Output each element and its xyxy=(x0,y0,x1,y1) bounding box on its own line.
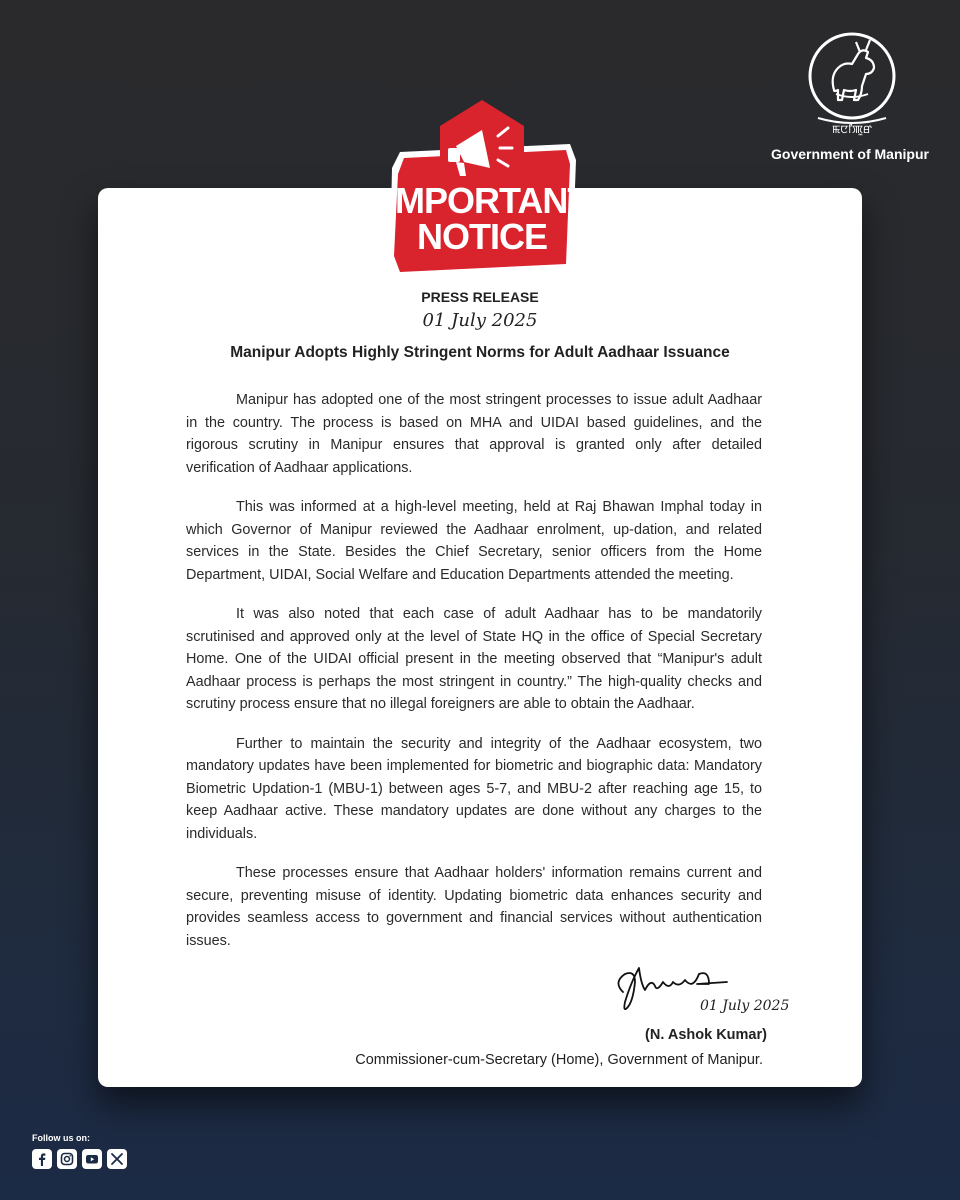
paragraph: Manipur has adopted one of the most stringent processes to issue adult Aadhaar in the country. The process is based on MHA and UIDAI based guidelines, and the rigorous scrutiny in Manipur ensures that approval is granted only after detailed verification of Aadhaar applications. xyxy=(186,392,762,476)
badge-line-important: IMPORTANT xyxy=(386,180,589,221)
signatory-name: (N. Ashok Kumar) xyxy=(645,1027,767,1043)
youtube-icon[interactable] xyxy=(82,1149,102,1169)
notice-headline: Manipur Adopts Highly Stringent Norms for Adult Aadhaar Issuance xyxy=(230,344,730,361)
paragraph: These processes ensure that Aadhaar holders' information remains current and secure, preventing misuse of identity. Updating biometric data enhances security and provides seamless access to government and financial services without authentication issues. xyxy=(186,865,762,949)
paragraph: This was informed at a high-level meeting, held at Raj Bhawan Imphal today in which Governor of Manipur reviewed the Aadhaar enrolment, up-dation, and related services in the State. Besides the Chief Secretary, senior officers from the Home Department, UIDAI, Social Welfare and Education Departments attended the meeting. xyxy=(186,499,762,583)
x-icon[interactable] xyxy=(107,1149,127,1169)
paragraph: Further to maintain the security and integrity of the Aadhaar ecosystem, two mandatory updates have been implemented for biometric and biographic data: Mandatory Biometric Updation-1 (MBU-1) between ages 5-7, and MBU-2 after reaching age 15, to keep Aadhaar active. These mandatory updates are done without any charges to the individuals. xyxy=(186,735,762,842)
government-name: Government of Manipur xyxy=(771,146,929,162)
emblem-script: ꯃꯅꯤꯄꯨꯔ xyxy=(832,123,872,136)
social-links xyxy=(32,1149,127,1169)
instagram-icon[interactable] xyxy=(57,1149,77,1169)
signatory-title: Commissioner-cum-Secretary (Home), Government of Manipur. xyxy=(355,1052,763,1068)
signature-date: 01 July 2025 xyxy=(700,998,790,1014)
notice-body xyxy=(186,389,762,969)
press-release-label: PRESS RELEASE xyxy=(421,289,539,305)
facebook-icon[interactable] xyxy=(32,1149,52,1169)
paragraph: It was also noted that each case of adult Aadhaar has to be mandatorily scrutinised and approved only at the level of State HQ in the office of Special Secretary Home. One of the UIDAI official present in the meeting observed that “Manipur's adult Aadhaar process is perhaps the most stringent in country.” The high-quality checks and scrutiny process ensure that no illegal foreigners are able to obtain the Aadhaar. xyxy=(186,606,762,712)
badge-line-notice: NOTICE xyxy=(416,216,547,257)
state-emblem xyxy=(806,32,898,140)
follow-us-label: Follow us on: xyxy=(32,1133,90,1143)
handwritten-date: 01 July 2025 xyxy=(422,310,538,331)
important-notice-badge xyxy=(386,100,589,282)
